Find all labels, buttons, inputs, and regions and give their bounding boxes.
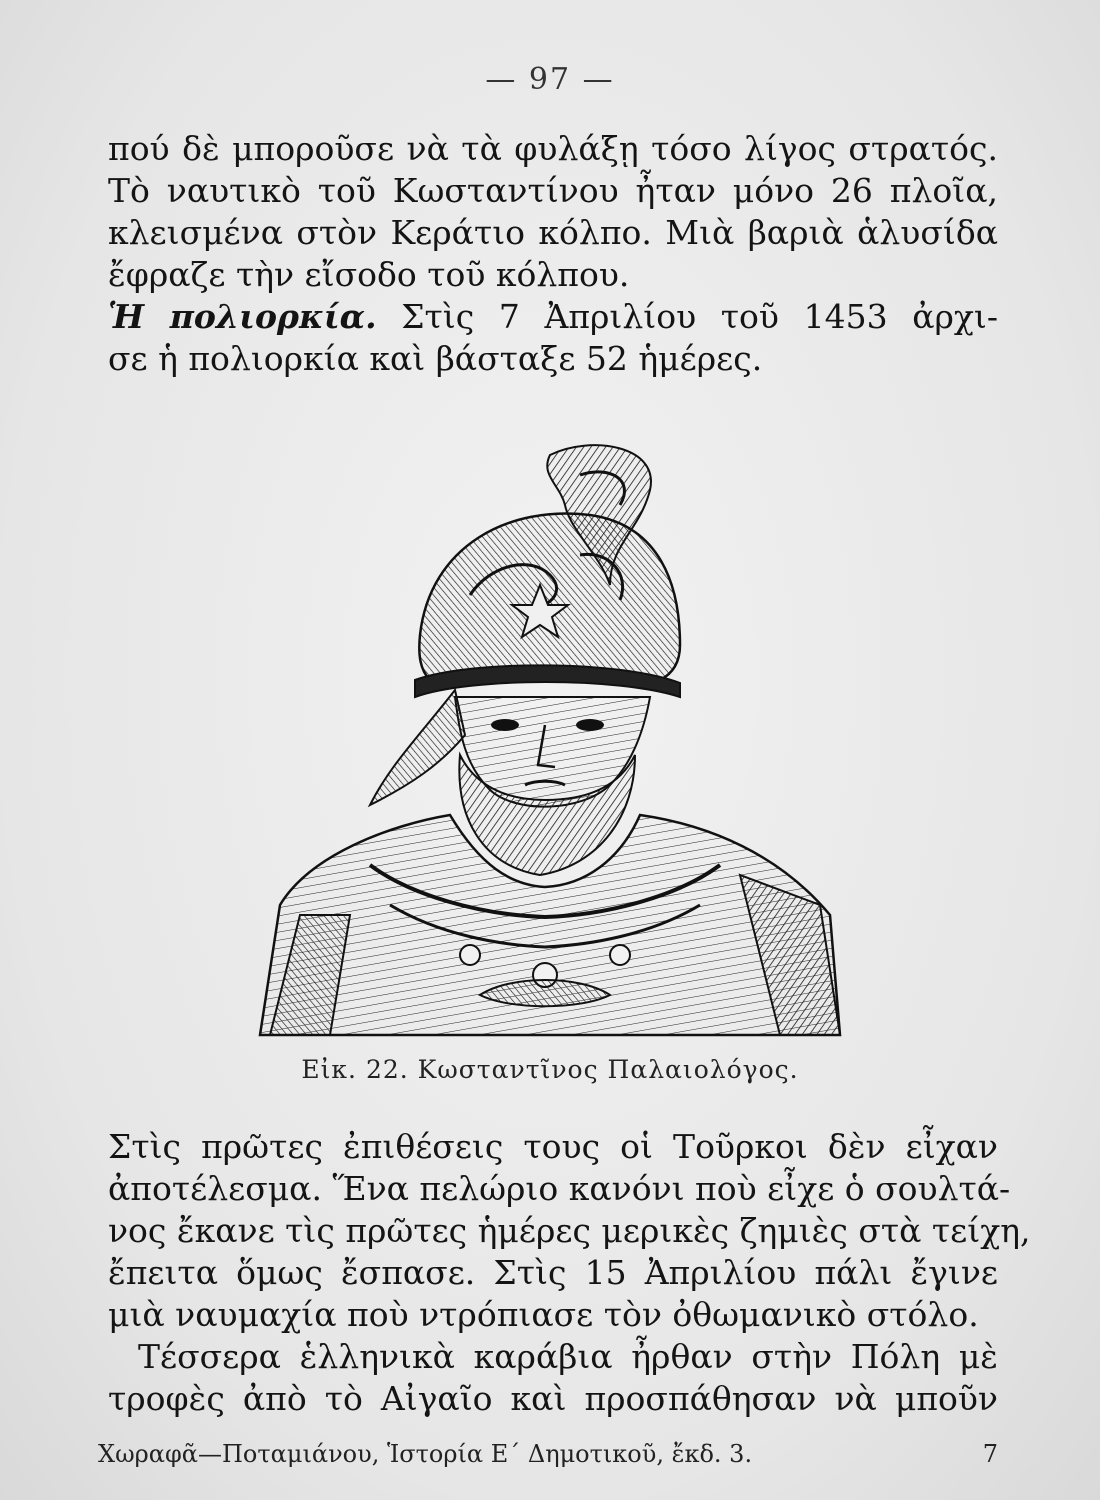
text-line: νος ἔκανε τὶς πρῶτες ἡμέρες μερικὲς ζημιὲς στὰ τείχη, [108,1211,1031,1250]
text-line: Τὸ ναυτικὸ τοῦ Κωσταντίνου ἦταν μόνο 26 πλοῖα, [108,171,998,210]
text-line: Τέσσερα ἑλληνικὰ καράβια ἦρθαν στὴν Πόλη μὲ [138,1337,998,1376]
bottom-paragraph [108,1126,1031,1420]
section-line-rest: Στὶς 7 Ἀπριλίου τοῦ 1453 ἀρχι- [401,297,998,336]
text-line: τροφὲς ἀπὸ τὸ Αἰγαῖο καὶ προσπάθησαν νὰ μποῦν [108,1379,998,1418]
text-line: ἔπειτα ὅμως ἔσπασε. Στὶς 15 Ἀπριλίου πάλι ἔγινε [108,1253,998,1292]
signature-mark: 7 [982,1440,998,1468]
figure-caption: Εἰκ. 22. Κωσταντῖνος Παλαιολόγος. [301,1055,799,1084]
text-line: κλεισμένα στὸν Κεράτιο κόλπο. Μιὰ βαριὰ ἁλυσίδα [108,213,998,252]
text-line: ἔφραζε τὴν εἴσοδο τοῦ κόλπου. [108,255,630,294]
page-number: — 97 — [485,62,615,97]
top-paragraph [108,128,998,380]
text-line: ἀποτέλεσμα. Ἕνα πελώριο κανόνι ποὺ εἶχε ὁ σουλτά- [108,1169,1011,1208]
section-heading: Ἡ πολιορκία. [108,297,377,336]
text-line: Στὶς πρῶτες ἐπιθέσεις τους οἱ Τοῦρκοι δὲν εἶχαν [108,1127,998,1166]
section-first-line [108,296,998,338]
page-footer [98,1440,998,1468]
book-citation: Χωραφᾶ—Ποταμιάνου, Ἱστορία Ε΄ Δημοτικοῦ, ἔκδ. 3. [98,1440,753,1468]
portrait-illustration [240,435,860,1045]
text-line: σε ἡ πολιορκία καὶ βάσταξε 52 ἡμέρες. [108,339,763,378]
text-line: πού δὲ μποροῦσε νὰ τὰ φυλάξῃ τόσο λίγος στρατός. [108,129,998,168]
text-line: μιὰ ναυμαχία ποὺ ντρόπιασε τὸν ὀθωμανικὸ στόλο. [108,1295,979,1334]
